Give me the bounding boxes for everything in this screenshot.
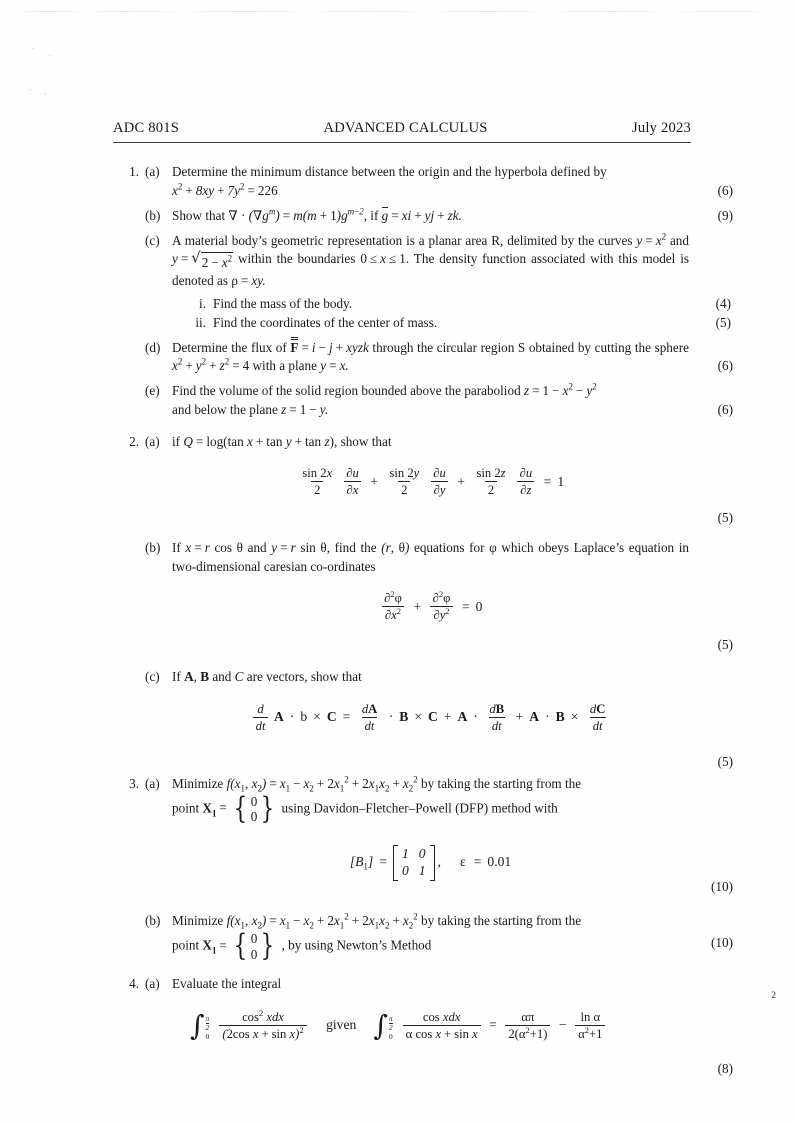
- scan-speckle: ʼ: [29, 88, 32, 96]
- question-number: 4.: [129, 976, 139, 992]
- question-1-c-subparts: [172, 295, 731, 332]
- part-label: (d): [145, 339, 161, 355]
- question-1-part-e: [113, 382, 733, 419]
- question-3: [113, 774, 733, 964]
- part-body: Minimize $f(x_1$, $x_2) = x_1 - x_2 + 2x_1^2 + 2x_1x_2 + x_2^2$ by taking the starting from the point $X_1$ = { 0 0 } , by using Newton’s Method (10): [172, 911, 733, 964]
- marks-value: (10): [711, 878, 733, 894]
- matrix-cell: 0: [402, 862, 409, 878]
- exam-date: July 2023: [632, 120, 691, 136]
- subpart-label: i.: [199, 296, 206, 312]
- marks-value: (5): [717, 509, 733, 525]
- subpart-text: Find the coordinates of the center of mass.: [213, 314, 438, 330]
- equation-q2b: $\frac{\partial^2\varphi}{\partial x^2}$ + $\frac{\partial^2\varphi}{\partial y^2}$ = 0: [172, 589, 689, 622]
- part-label: (c): [145, 669, 160, 685]
- subpart-i: [172, 295, 731, 314]
- exam-header: [113, 120, 691, 143]
- vector-element: 0: [250, 793, 258, 809]
- equation-q4a: ∫ $\frac{\pi}{2}$ 0 $\frac{\cos^2 xdx}{(2\cos x + \sin x)^2}$ given ∫ $\frac{\pi}{2}$ 0 $\frac{\text{cos xdx}}{\text{α cos x + sin x}}$ = $\frac{\alpha\pi}{2(\alpha^2+1)}$ − $\frac{\text{ln α}}{\alpha^2+1}$: [172, 1010, 689, 1041]
- question-3-part-a: [113, 774, 733, 906]
- scan-speckle: ʻ: [32, 46, 35, 54]
- part-body: Determine the flux of F = i − j + xyzk through the circular region S obtained by cutting the sphere $x^2 + y^2 + z^2 = 4$ with a plane y = x. (6): [172, 339, 691, 376]
- subpart-label: ii.: [195, 314, 206, 330]
- marks-value: (8): [717, 1061, 733, 1077]
- matrix-cell: 1: [402, 846, 409, 862]
- part-body: A material body’s geometric representation is a planar area R, delimited by the curves $y = x^2$ and y = √ $2 - x^2$ within the boundaries 0 ≤ x ≤ 1. The density function associated with this model is denoted as ρ = xy. i. Find the mass of the body. (4) ii. Find the coordinates of the center of mass. (5): [172, 232, 691, 332]
- question-2-part-c: [113, 668, 733, 770]
- matrix-cell: 1: [418, 862, 426, 878]
- question-2-part-a: [113, 433, 733, 533]
- matrix-cell: 0: [418, 846, 426, 862]
- part-body: If x = r cos θ and y = r sin θ, find the (r, θ) equations for φ which obeys Laplace’s equation in two-dimensional caresian co-ordinates $\frac{\partial^2\varphi}{\partial x^2}$ + $\frac{\partial^2\varphi}{\partial y^2}$ = 0 (5): [172, 539, 691, 662]
- marks-value: (4): [715, 296, 731, 312]
- marks-value: (6): [717, 402, 733, 418]
- course-title: ADVANCED CALCULUS: [323, 120, 488, 136]
- vector-element: 0: [250, 809, 258, 825]
- part-body: Show that ∇ · $(\nabla g^m) = m(m + 1)g^{m-2}$, if g = xi + yj + zk. (9): [172, 207, 691, 226]
- course-code: ADC 801S: [113, 120, 180, 136]
- question-1-part-c: [113, 231, 731, 332]
- question-1-part-a: [113, 163, 733, 200]
- questions-list: [113, 163, 733, 1077]
- part-label: (b): [145, 207, 161, 223]
- given-word: given: [326, 1017, 357, 1033]
- inline-equation: $x^2 + 8xy + 7y^2 = 226$: [172, 181, 278, 198]
- part-body: Find the volume of the solid region bounded above the paraboliod $z = 1 - x^2 - y^2$ and below the plane z = 1 − y. (6): [172, 382, 691, 419]
- part-label: (a): [145, 164, 160, 179]
- scan-artifact-line: [18, 11, 776, 12]
- scan-speckle: ·: [49, 52, 52, 60]
- question-number: 3.: [129, 775, 139, 791]
- vector-element: 0: [250, 946, 258, 962]
- marks-value: (5): [717, 754, 733, 770]
- question-number: 2.: [129, 433, 139, 449]
- part-label: (a): [145, 976, 160, 992]
- part-text: Evaluate the integral: [172, 976, 282, 992]
- integral-sign: ∫ $\frac{\pi}{2}$ 0: [373, 1009, 393, 1043]
- part-label: (c): [145, 232, 160, 248]
- vector-element: 0: [250, 930, 258, 946]
- marks-value: (5): [715, 314, 731, 330]
- part-label: (b): [145, 913, 161, 929]
- part-label: (a): [145, 433, 160, 449]
- question-1-part-d: [113, 339, 733, 376]
- part-body: If A, B and C are vectors, show that $\frac{d}{dt}$ A · b × C = $\frac{dA}{dt}$ · B × C + A · $\frac{dB}{dt}$ + A · B × $\frac{dC}{dt}$ (5): [172, 668, 691, 762]
- scan-speckle: ʼ: [44, 92, 47, 100]
- equation-q2a: $\frac{\sin 2x}{2}$ $\frac{\partial u}{\partial x}$ + $\frac{\sin 2y}{2}$ $\frac{\partial u}{\partial y}$ + $\frac{\sin 2z}{2}$ $\frac{\partial u}{\partial z}$ = 1: [302, 466, 565, 498]
- page-content: [113, 120, 733, 1077]
- question-number: 1.: [129, 164, 139, 179]
- question-4-part-a: [113, 975, 733, 1077]
- page-number: 2: [771, 991, 776, 1001]
- identity-matrix: [393, 845, 435, 881]
- marks-value: (6): [717, 182, 733, 198]
- column-vector: { 0 0 }: [233, 928, 275, 964]
- question-3-part-b: [113, 911, 733, 964]
- marks-value: (6): [717, 358, 733, 374]
- integral-sign: ∫ $\frac{\pi}{2}$ 0: [190, 1009, 210, 1043]
- question-1-part-b: [113, 206, 733, 226]
- marks-value: (9): [717, 207, 733, 223]
- equation-q2c: $\frac{d}{dt}$ A · b × C = $\frac{dA}{dt}$ · B × C + A · $\frac{dB}{dt}$ + A · B × $\frac{dC}{dt}$: [172, 700, 689, 733]
- part-text: Determine the minimum distance between the origin and the hyperbola defined by: [172, 164, 607, 179]
- part-body: [172, 975, 733, 1077]
- part-body: if Q = log(tan x + tan y + tan z), show that $\frac{\sin 2x}{2}$ $\frac{\partial u}{\partial x}$ + $\frac{\sin 2y}{2}$ $\frac{\partial u}{\partial y}$ + $\frac{\sin 2z}{2}$ $\frac{\partial u}{\partial z}$ = 1 (5): [172, 433, 691, 533]
- question-1: [113, 163, 733, 420]
- question-2: [113, 433, 733, 770]
- part-label: (b): [145, 540, 161, 556]
- part-label: (a): [145, 775, 160, 791]
- marks-value: (10): [711, 935, 733, 951]
- column-vector: { 0 0 }: [233, 790, 275, 826]
- part-label: (e): [145, 383, 160, 399]
- subpart-text: Find the mass of the body.: [213, 296, 353, 312]
- part-body: Minimize $f(x_1$, $x_2) = x_1 - x_2 + 2x_1^2 + 2x_1x_2 + x_2^2$ by taking the starting from the point $X_1$ = { 0 0 } using Davidon–Fletcher–Powell (DFP) method with $[B_1]$ = 1 0 0 1 , ε = 0.01 (10): [172, 775, 691, 906]
- equation-q3a: $[B_1]$ = 1 0 0 1 , ε = 0.01: [172, 845, 689, 881]
- question-2-part-b: [113, 539, 733, 662]
- question-4: [113, 975, 733, 1077]
- part-body: [172, 163, 733, 200]
- marks-value: (5): [717, 637, 733, 653]
- subpart-ii: [172, 314, 731, 333]
